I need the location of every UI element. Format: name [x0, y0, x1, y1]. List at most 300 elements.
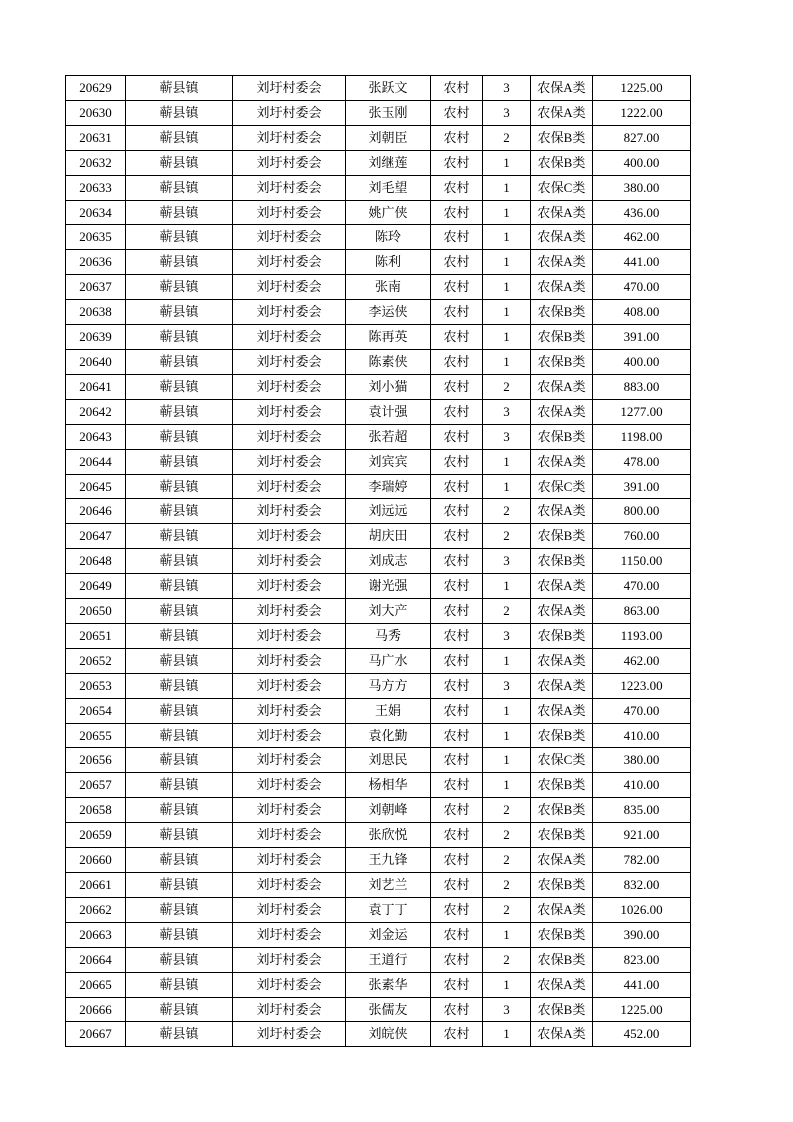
cell-household-type: 农村 [431, 549, 483, 574]
cell-serial-number: 20659 [66, 823, 126, 848]
cell-town: 蕲县镇 [126, 325, 233, 350]
cell-village-committee: 刘圩村委会 [233, 76, 346, 101]
cell-insurance-category: 农保B类 [531, 723, 593, 748]
cell-village-committee: 刘圩村委会 [233, 325, 346, 350]
cell-person-count: 1 [483, 449, 531, 474]
cell-household-type: 农村 [431, 200, 483, 225]
cell-insurance-category: 农保A类 [531, 250, 593, 275]
cell-town: 蕲县镇 [126, 125, 233, 150]
cell-town: 蕲县镇 [126, 673, 233, 698]
cell-serial-number: 20629 [66, 76, 126, 101]
cell-person-name: 王娟 [346, 698, 431, 723]
cell-household-type: 农村 [431, 873, 483, 898]
cell-household-type: 农村 [431, 300, 483, 325]
cell-person-count: 2 [483, 823, 531, 848]
cell-serial-number: 20648 [66, 549, 126, 574]
cell-serial-number: 20632 [66, 150, 126, 175]
cell-insurance-category: 农保A类 [531, 200, 593, 225]
cell-insurance-category: 农保B类 [531, 922, 593, 947]
cell-insurance-category: 农保C类 [531, 474, 593, 499]
cell-amount: 380.00 [593, 175, 691, 200]
benefit-roster-table [65, 75, 691, 1047]
cell-amount: 441.00 [593, 250, 691, 275]
cell-household-type: 农村 [431, 574, 483, 599]
cell-amount: 400.00 [593, 150, 691, 175]
cell-person-name: 刘思民 [346, 748, 431, 773]
cell-town: 蕲县镇 [126, 524, 233, 549]
cell-household-type: 农村 [431, 424, 483, 449]
cell-village-committee: 刘圩村委会 [233, 349, 346, 374]
cell-person-name: 刘宾宾 [346, 449, 431, 474]
cell-person-name: 张跃文 [346, 76, 431, 101]
cell-serial-number: 20636 [66, 250, 126, 275]
cell-village-committee: 刘圩村委会 [233, 748, 346, 773]
table-row [66, 100, 691, 125]
cell-household-type: 农村 [431, 748, 483, 773]
cell-insurance-category: 农保B类 [531, 823, 593, 848]
cell-person-name: 张素华 [346, 972, 431, 997]
cell-serial-number: 20633 [66, 175, 126, 200]
cell-person-count: 2 [483, 848, 531, 873]
cell-amount: 380.00 [593, 748, 691, 773]
cell-person-count: 3 [483, 399, 531, 424]
cell-town: 蕲县镇 [126, 947, 233, 972]
cell-town: 蕲县镇 [126, 623, 233, 648]
cell-insurance-category: 农保A类 [531, 275, 593, 300]
cell-village-committee: 刘圩村委会 [233, 399, 346, 424]
cell-person-count: 2 [483, 374, 531, 399]
table-row [66, 449, 691, 474]
cell-household-type: 农村 [431, 947, 483, 972]
cell-town: 蕲县镇 [126, 1022, 233, 1047]
cell-serial-number: 20667 [66, 1022, 126, 1047]
cell-town: 蕲县镇 [126, 499, 233, 524]
cell-person-count: 1 [483, 474, 531, 499]
table-row [66, 225, 691, 250]
cell-village-committee: 刘圩村委会 [233, 972, 346, 997]
cell-person-count: 3 [483, 424, 531, 449]
cell-insurance-category: 农保A类 [531, 499, 593, 524]
cell-person-count: 1 [483, 748, 531, 773]
cell-person-count: 3 [483, 549, 531, 574]
cell-household-type: 农村 [431, 449, 483, 474]
cell-town: 蕲县镇 [126, 225, 233, 250]
table-row [66, 848, 691, 873]
cell-serial-number: 20654 [66, 698, 126, 723]
cell-person-name: 刘毛望 [346, 175, 431, 200]
cell-person-name: 陈再英 [346, 325, 431, 350]
cell-village-committee: 刘圩村委会 [233, 275, 346, 300]
cell-amount: 883.00 [593, 374, 691, 399]
cell-town: 蕲县镇 [126, 997, 233, 1022]
cell-serial-number: 20650 [66, 599, 126, 624]
cell-household-type: 农村 [431, 250, 483, 275]
cell-town: 蕲县镇 [126, 848, 233, 873]
cell-village-committee: 刘圩村委会 [233, 873, 346, 898]
cell-village-committee: 刘圩村委会 [233, 449, 346, 474]
cell-household-type: 农村 [431, 648, 483, 673]
cell-household-type: 农村 [431, 175, 483, 200]
cell-household-type: 农村 [431, 922, 483, 947]
cell-amount: 470.00 [593, 275, 691, 300]
cell-serial-number: 20631 [66, 125, 126, 150]
cell-serial-number: 20638 [66, 300, 126, 325]
cell-person-count: 1 [483, 349, 531, 374]
cell-person-count: 2 [483, 524, 531, 549]
cell-serial-number: 20658 [66, 798, 126, 823]
cell-person-count: 1 [483, 773, 531, 798]
cell-village-committee: 刘圩村委会 [233, 723, 346, 748]
cell-household-type: 农村 [431, 997, 483, 1022]
cell-insurance-category: 农保A类 [531, 673, 593, 698]
cell-insurance-category: 农保B类 [531, 349, 593, 374]
cell-person-count: 2 [483, 599, 531, 624]
cell-person-name: 张若超 [346, 424, 431, 449]
cell-amount: 863.00 [593, 599, 691, 624]
cell-person-count: 2 [483, 897, 531, 922]
cell-person-count: 3 [483, 623, 531, 648]
cell-person-name: 马秀 [346, 623, 431, 648]
cell-household-type: 农村 [431, 798, 483, 823]
table-row [66, 599, 691, 624]
cell-insurance-category: 农保A类 [531, 648, 593, 673]
cell-household-type: 农村 [431, 325, 483, 350]
cell-household-type: 农村 [431, 125, 483, 150]
cell-household-type: 农村 [431, 1022, 483, 1047]
cell-person-name: 袁化勤 [346, 723, 431, 748]
cell-town: 蕲县镇 [126, 897, 233, 922]
cell-serial-number: 20656 [66, 748, 126, 773]
table-row [66, 175, 691, 200]
cell-amount: 1198.00 [593, 424, 691, 449]
cell-amount: 452.00 [593, 1022, 691, 1047]
cell-town: 蕲县镇 [126, 349, 233, 374]
cell-person-count: 1 [483, 648, 531, 673]
table-row [66, 897, 691, 922]
cell-village-committee: 刘圩村委会 [233, 300, 346, 325]
cell-amount: 760.00 [593, 524, 691, 549]
cell-town: 蕲县镇 [126, 250, 233, 275]
cell-insurance-category: 农保B类 [531, 873, 593, 898]
cell-insurance-category: 农保B类 [531, 947, 593, 972]
cell-insurance-category: 农保B类 [531, 524, 593, 549]
table-row [66, 399, 691, 424]
table-row [66, 300, 691, 325]
cell-village-committee: 刘圩村委会 [233, 623, 346, 648]
cell-serial-number: 20653 [66, 673, 126, 698]
cell-household-type: 农村 [431, 524, 483, 549]
cell-insurance-category: 农保B类 [531, 997, 593, 1022]
table-row [66, 873, 691, 898]
cell-insurance-category: 农保B类 [531, 150, 593, 175]
table-row [66, 474, 691, 499]
cell-serial-number: 20661 [66, 873, 126, 898]
cell-insurance-category: 农保B类 [531, 300, 593, 325]
cell-insurance-category: 农保C类 [531, 175, 593, 200]
cell-village-committee: 刘圩村委会 [233, 474, 346, 499]
cell-village-committee: 刘圩村委会 [233, 773, 346, 798]
cell-person-name: 刘朝臣 [346, 125, 431, 150]
cell-serial-number: 20664 [66, 947, 126, 972]
cell-insurance-category: 农保A类 [531, 225, 593, 250]
cell-amount: 470.00 [593, 698, 691, 723]
cell-amount: 1222.00 [593, 100, 691, 125]
cell-amount: 832.00 [593, 873, 691, 898]
cell-insurance-category: 农保B类 [531, 325, 593, 350]
cell-serial-number: 20665 [66, 972, 126, 997]
cell-amount: 835.00 [593, 798, 691, 823]
cell-town: 蕲县镇 [126, 150, 233, 175]
table-row [66, 947, 691, 972]
cell-village-committee: 刘圩村委会 [233, 798, 346, 823]
cell-village-committee: 刘圩村委会 [233, 499, 346, 524]
cell-amount: 470.00 [593, 574, 691, 599]
cell-amount: 410.00 [593, 773, 691, 798]
cell-insurance-category: 农保B类 [531, 125, 593, 150]
cell-person-count: 1 [483, 300, 531, 325]
cell-amount: 1277.00 [593, 399, 691, 424]
cell-insurance-category: 农保A类 [531, 100, 593, 125]
cell-serial-number: 20660 [66, 848, 126, 873]
cell-serial-number: 20647 [66, 524, 126, 549]
cell-household-type: 农村 [431, 897, 483, 922]
cell-amount: 408.00 [593, 300, 691, 325]
cell-amount: 1193.00 [593, 623, 691, 648]
cell-insurance-category: 农保B类 [531, 798, 593, 823]
table-row [66, 823, 691, 848]
cell-person-name: 刘成志 [346, 549, 431, 574]
cell-town: 蕲县镇 [126, 399, 233, 424]
cell-person-name: 张儒友 [346, 997, 431, 1022]
cell-village-committee: 刘圩村委会 [233, 599, 346, 624]
cell-village-committee: 刘圩村委会 [233, 897, 346, 922]
cell-person-count: 1 [483, 275, 531, 300]
cell-town: 蕲县镇 [126, 873, 233, 898]
cell-village-committee: 刘圩村委会 [233, 150, 346, 175]
cell-person-name: 陈利 [346, 250, 431, 275]
cell-amount: 410.00 [593, 723, 691, 748]
table-row [66, 76, 691, 101]
cell-amount: 436.00 [593, 200, 691, 225]
cell-person-name: 张玉刚 [346, 100, 431, 125]
cell-insurance-category: 农保B类 [531, 773, 593, 798]
cell-person-name: 陈玲 [346, 225, 431, 250]
cell-village-committee: 刘圩村委会 [233, 200, 346, 225]
cell-amount: 1026.00 [593, 897, 691, 922]
cell-village-committee: 刘圩村委会 [233, 524, 346, 549]
cell-person-name: 李运侠 [346, 300, 431, 325]
cell-household-type: 农村 [431, 76, 483, 101]
cell-town: 蕲县镇 [126, 175, 233, 200]
cell-town: 蕲县镇 [126, 200, 233, 225]
cell-serial-number: 20635 [66, 225, 126, 250]
table-row [66, 997, 691, 1022]
cell-insurance-category: 农保A类 [531, 399, 593, 424]
cell-village-committee: 刘圩村委会 [233, 823, 346, 848]
cell-household-type: 农村 [431, 972, 483, 997]
cell-person-count: 1 [483, 972, 531, 997]
cell-town: 蕲县镇 [126, 922, 233, 947]
cell-amount: 391.00 [593, 325, 691, 350]
cell-village-committee: 刘圩村委会 [233, 648, 346, 673]
cell-insurance-category: 农保A类 [531, 848, 593, 873]
table-row [66, 524, 691, 549]
cell-serial-number: 20642 [66, 399, 126, 424]
table-row [66, 200, 691, 225]
cell-insurance-category: 农保A类 [531, 599, 593, 624]
cell-town: 蕲县镇 [126, 698, 233, 723]
cell-serial-number: 20663 [66, 922, 126, 947]
cell-person-count: 1 [483, 1022, 531, 1047]
cell-serial-number: 20637 [66, 275, 126, 300]
table-row [66, 499, 691, 524]
cell-household-type: 农村 [431, 823, 483, 848]
table-body [66, 76, 691, 1047]
cell-serial-number: 20645 [66, 474, 126, 499]
cell-insurance-category: 农保A类 [531, 76, 593, 101]
cell-village-committee: 刘圩村委会 [233, 100, 346, 125]
cell-town: 蕲县镇 [126, 275, 233, 300]
cell-amount: 391.00 [593, 474, 691, 499]
cell-person-name: 刘远远 [346, 499, 431, 524]
cell-village-committee: 刘圩村委会 [233, 997, 346, 1022]
cell-person-count: 2 [483, 125, 531, 150]
cell-person-name: 刘继莲 [346, 150, 431, 175]
cell-town: 蕲县镇 [126, 773, 233, 798]
cell-amount: 782.00 [593, 848, 691, 873]
table-row [66, 250, 691, 275]
cell-town: 蕲县镇 [126, 748, 233, 773]
table-row [66, 673, 691, 698]
cell-village-committee: 刘圩村委会 [233, 549, 346, 574]
table-row [66, 349, 691, 374]
cell-person-count: 3 [483, 100, 531, 125]
cell-person-name: 袁计强 [346, 399, 431, 424]
cell-person-name: 谢光强 [346, 574, 431, 599]
table-row [66, 125, 691, 150]
cell-town: 蕲县镇 [126, 648, 233, 673]
cell-household-type: 农村 [431, 623, 483, 648]
cell-town: 蕲县镇 [126, 823, 233, 848]
cell-household-type: 农村 [431, 275, 483, 300]
cell-person-count: 3 [483, 673, 531, 698]
cell-village-committee: 刘圩村委会 [233, 574, 346, 599]
cell-person-name: 刘朝峰 [346, 798, 431, 823]
cell-household-type: 农村 [431, 499, 483, 524]
cell-village-committee: 刘圩村委会 [233, 225, 346, 250]
cell-person-count: 2 [483, 499, 531, 524]
cell-person-count: 1 [483, 922, 531, 947]
cell-amount: 1150.00 [593, 549, 691, 574]
cell-insurance-category: 农保A类 [531, 897, 593, 922]
cell-household-type: 农村 [431, 474, 483, 499]
cell-serial-number: 20652 [66, 648, 126, 673]
cell-household-type: 农村 [431, 848, 483, 873]
table-row [66, 1022, 691, 1047]
table-row [66, 549, 691, 574]
cell-town: 蕲县镇 [126, 300, 233, 325]
table-row [66, 922, 691, 947]
cell-town: 蕲县镇 [126, 374, 233, 399]
cell-person-name: 王道行 [346, 947, 431, 972]
cell-household-type: 农村 [431, 150, 483, 175]
cell-person-count: 3 [483, 997, 531, 1022]
table-row [66, 374, 691, 399]
cell-person-name: 陈素侠 [346, 349, 431, 374]
cell-household-type: 农村 [431, 399, 483, 424]
cell-serial-number: 20649 [66, 574, 126, 599]
cell-serial-number: 20630 [66, 100, 126, 125]
cell-person-name: 李瑞婷 [346, 474, 431, 499]
cell-town: 蕲县镇 [126, 424, 233, 449]
cell-household-type: 农村 [431, 100, 483, 125]
cell-person-name: 杨相华 [346, 773, 431, 798]
cell-household-type: 农村 [431, 349, 483, 374]
cell-town: 蕲县镇 [126, 723, 233, 748]
cell-person-name: 张南 [346, 275, 431, 300]
cell-person-name: 马广水 [346, 648, 431, 673]
cell-town: 蕲县镇 [126, 549, 233, 574]
cell-village-committee: 刘圩村委会 [233, 922, 346, 947]
cell-village-committee: 刘圩村委会 [233, 374, 346, 399]
cell-insurance-category: 农保A类 [531, 972, 593, 997]
cell-amount: 462.00 [593, 225, 691, 250]
cell-amount: 1225.00 [593, 997, 691, 1022]
cell-household-type: 农村 [431, 723, 483, 748]
cell-household-type: 农村 [431, 599, 483, 624]
cell-insurance-category: 农保C类 [531, 748, 593, 773]
cell-person-count: 1 [483, 150, 531, 175]
cell-person-name: 王九锋 [346, 848, 431, 873]
cell-village-committee: 刘圩村委会 [233, 250, 346, 275]
cell-person-count: 1 [483, 225, 531, 250]
cell-town: 蕲县镇 [126, 474, 233, 499]
cell-village-committee: 刘圩村委会 [233, 698, 346, 723]
cell-village-committee: 刘圩村委会 [233, 424, 346, 449]
cell-insurance-category: 农保B类 [531, 549, 593, 574]
cell-person-count: 1 [483, 175, 531, 200]
cell-insurance-category: 农保A类 [531, 1022, 593, 1047]
table-row [66, 275, 691, 300]
cell-serial-number: 20646 [66, 499, 126, 524]
cell-village-committee: 刘圩村委会 [233, 848, 346, 873]
cell-person-name: 刘艺兰 [346, 873, 431, 898]
cell-person-count: 1 [483, 723, 531, 748]
cell-person-count: 3 [483, 76, 531, 101]
cell-serial-number: 20641 [66, 374, 126, 399]
cell-village-committee: 刘圩村委会 [233, 175, 346, 200]
table-row [66, 623, 691, 648]
table-row [66, 574, 691, 599]
cell-insurance-category: 农保A类 [531, 698, 593, 723]
cell-person-name: 袁丁丁 [346, 897, 431, 922]
cell-serial-number: 20655 [66, 723, 126, 748]
cell-amount: 390.00 [593, 922, 691, 947]
cell-serial-number: 20639 [66, 325, 126, 350]
table-row [66, 723, 691, 748]
cell-amount: 800.00 [593, 499, 691, 524]
cell-amount: 462.00 [593, 648, 691, 673]
table-row [66, 698, 691, 723]
cell-person-count: 1 [483, 698, 531, 723]
cell-serial-number: 20644 [66, 449, 126, 474]
cell-town: 蕲县镇 [126, 449, 233, 474]
cell-village-committee: 刘圩村委会 [233, 125, 346, 150]
cell-household-type: 农村 [431, 225, 483, 250]
cell-household-type: 农村 [431, 673, 483, 698]
cell-person-name: 张欣悦 [346, 823, 431, 848]
cell-amount: 441.00 [593, 972, 691, 997]
